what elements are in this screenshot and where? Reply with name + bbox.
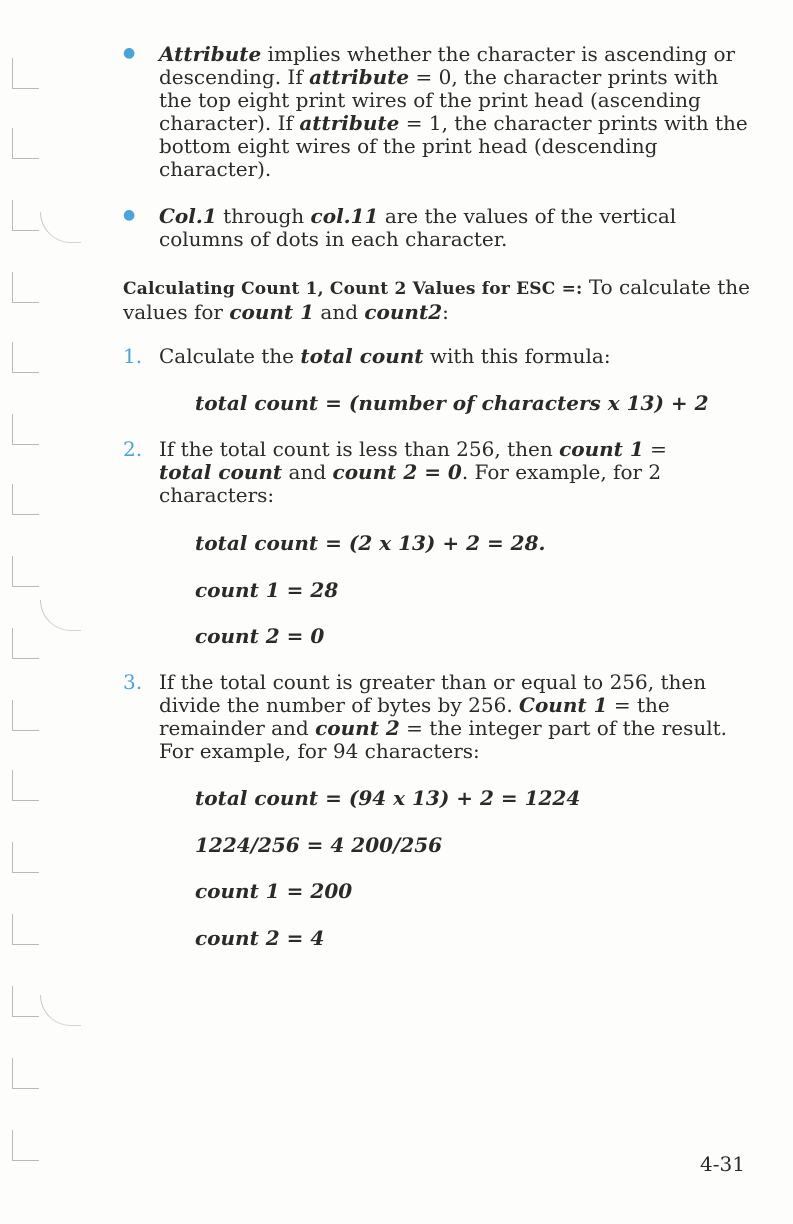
bullet-marker: ● [123, 207, 136, 223]
formula: total count = (2 x 13) + 2 = 28. [195, 531, 546, 555]
bullet-marker: ● [123, 45, 136, 61]
step-3-text: If the total count is greater than or equal to 256, then divide the number of bytes by 256. Count 1 = the remainder and count 2 = the integer part of the result. For example, for 94 characters: [159, 670, 728, 763]
formula: 1224/256 = 4 200/256 [195, 833, 443, 857]
formula: count 1 = 200 [195, 879, 353, 903]
bullet-attribute: Attribute implies whether the character is ascending or descending. If attribute = 0, the character prints with the top eight print wires of the print head (ascending character). If attribute = 1, the character prints with the bottom eight wires of the print head (descending character). [159, 42, 748, 181]
step-2-text: If the total count is less than 256, then count 1 = total count and count 2 = 0. For example, for 2 characters: [159, 437, 667, 507]
formula: total count = (number of characters x 13) + 2 [195, 391, 709, 415]
step-number: 1. [123, 344, 143, 368]
section-intro: Calculating Count 1, Count 2 Values for ESC =: To calculate the values for count 1 and count2: [123, 275, 750, 324]
formula: count 2 = 4 [195, 926, 325, 950]
formula: count 2 = 0 [195, 624, 325, 648]
formula: total count = (94 x 13) + 2 = 1224 [195, 786, 581, 810]
formula: count 1 = 28 [195, 578, 339, 602]
page-number: 4-31 [700, 1152, 745, 1176]
step-number: 2. [123, 437, 143, 461]
step-number: 3. [123, 670, 143, 694]
bullet-columns: Col.1 through col.11 are the values of the vertical columns of dots in each character. [159, 204, 677, 251]
section-heading: Calculating Count 1, Count 2 Values for ESC =: [123, 279, 583, 299]
step-1-text: Calculate the total count with this formula: [159, 344, 611, 368]
